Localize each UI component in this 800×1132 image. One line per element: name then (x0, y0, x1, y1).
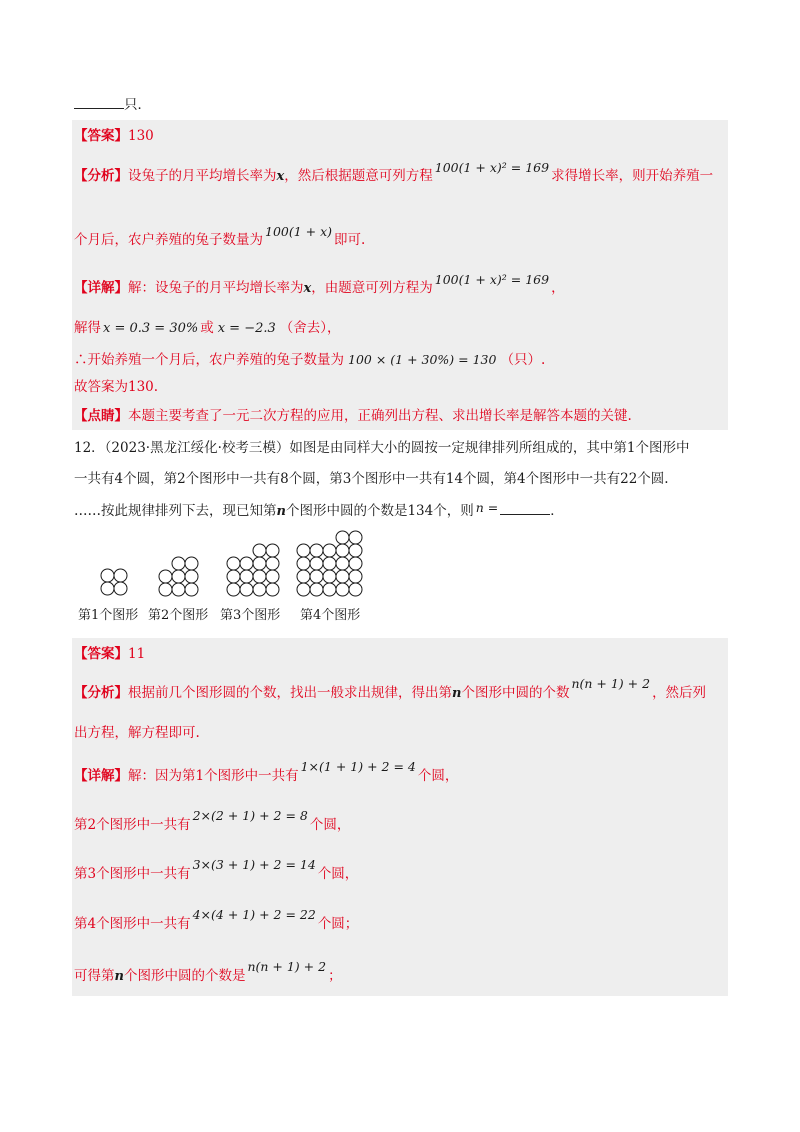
analysis-line-1 (74, 160, 714, 187)
question-12-line-3 (74, 500, 564, 522)
final-answer-text: 故答案为130. (74, 379, 159, 395)
analysis-equation: 100(1 + x) (265, 224, 333, 239)
circle (101, 569, 114, 582)
detail-text: 个圆， (309, 817, 351, 833)
circle (336, 570, 349, 583)
question-text: 个图形中圆的个数是134个，则 (285, 503, 474, 519)
circle (349, 557, 362, 570)
solve-line (74, 318, 341, 339)
solve-equation-1: x = 0.3 = 30% (103, 321, 199, 336)
figure-4-caption: 第4个图形 (300, 608, 361, 623)
detail-text: ，由题意可列方程为 (311, 280, 433, 296)
answer-line-2 (74, 644, 145, 664)
therefore-equation: 100 × (1 + 30%) = 130 (348, 352, 497, 367)
analysis-text: 个月后，农户养殖的兔子数量为 (74, 232, 263, 248)
circle (297, 570, 310, 583)
solve-text: （舍去）， (279, 320, 341, 336)
circle (349, 583, 362, 596)
figure-2-caption: 第2个图形 (148, 608, 209, 623)
circle (336, 583, 349, 596)
analysis-line-b1 (74, 676, 707, 704)
circle (266, 557, 279, 570)
circle (253, 570, 266, 583)
analysis-text: 即可. (334, 232, 366, 248)
therefore-text: ∴开始养殖一个月后，农户养殖的兔子数量为 (74, 352, 344, 368)
figure-3-caption: 第3个图形 (220, 608, 281, 623)
comment-line (74, 406, 632, 426)
answer-value: 130 (128, 128, 154, 144)
circle (172, 557, 185, 570)
analysis-tag: 【分析】 (74, 685, 128, 701)
figure-4-circles (296, 530, 365, 599)
detail-tag: 【详解】 (74, 280, 128, 296)
detail-equation: 2×(2 + 1) + 2 = 8 (192, 808, 308, 823)
circle (336, 531, 349, 544)
detail-equation: 3×(3 + 1) + 2 = 14 (192, 857, 316, 872)
circle (114, 569, 127, 582)
detail-line-b2 (74, 808, 351, 835)
detail-equation: 4×(4 + 1) + 2 = 22 (192, 907, 316, 922)
therefore-text: （只）. (500, 352, 546, 368)
answer-line-1 (74, 126, 154, 146)
therefore-line (74, 350, 545, 370)
analysis-text: 出方程，解方程即可. (74, 725, 200, 741)
question-text: ． (550, 503, 564, 519)
comment-tag: 【点睛】 (74, 408, 128, 424)
final-answer-line (74, 377, 158, 397)
circle (349, 531, 362, 544)
detail-text: 第3个图形中一共有 (74, 866, 191, 882)
detail-equation: 1×(1 + 1) + 2 = 4 (300, 759, 416, 774)
analysis-text: 根据前几个图形圆的个数，找出一般求出规律，得出第 (128, 685, 452, 701)
circle (323, 583, 336, 596)
answer-value: 11 (128, 646, 146, 662)
analysis-variable: n (452, 686, 462, 701)
figure-1-circles (100, 568, 130, 598)
analysis-text: 个图形中圆的个数 (461, 685, 570, 701)
detail-line-b4 (74, 907, 359, 934)
circle (159, 570, 172, 583)
analysis-variable: x (276, 169, 285, 184)
figure-3-circles (226, 543, 282, 599)
circle (310, 583, 323, 596)
circle (159, 583, 172, 596)
question-variable: n (276, 504, 286, 519)
analysis-equation: n(n + 1) + 2 (571, 676, 651, 691)
circle (323, 544, 336, 557)
question-text: 12．（2023·黑龙江绥化·校考三模）如图是由同样大小的圆按一定规律排列所组成的，其中第1个图形中 (74, 440, 690, 456)
solve-text: 解得 (74, 320, 101, 336)
detail-text: 可得第 (74, 968, 115, 984)
detail-text: 个圆， (317, 866, 359, 882)
analysis-text: ，然后列 (652, 685, 707, 701)
analysis-text: 求得增长率，则开始养殖一 (551, 168, 714, 184)
circle (266, 570, 279, 583)
answer-blank (74, 94, 124, 109)
circle (227, 583, 240, 596)
circle (297, 544, 310, 557)
detail-text: ， (551, 280, 565, 296)
detail-equation: 100(1 + x)² = 169 (434, 272, 550, 287)
circle (172, 583, 185, 596)
circle (101, 582, 114, 595)
figure-1-caption: 第1个图形 (78, 608, 139, 623)
detail-equation: n(n + 1) + 2 (247, 959, 327, 974)
analysis-tag: 【分析】 (74, 168, 128, 184)
analysis-line-b2 (74, 723, 200, 743)
circle (227, 557, 240, 570)
circle (266, 544, 279, 557)
analysis-line-2 (74, 224, 366, 250)
detail-text: 个图形中圆的个数是 (123, 968, 246, 984)
circle (310, 570, 323, 583)
detail-text: 解：因为第1个图形中一共有 (128, 768, 299, 784)
analysis-text: ，然后根据题意可列方程 (284, 168, 433, 184)
circle (323, 557, 336, 570)
circle (172, 570, 185, 583)
detail-text: ； (328, 968, 342, 984)
detail-text: 第4个图形中一共有 (74, 916, 191, 932)
question-12-line-2 (74, 469, 669, 489)
analysis-equation: 100(1 + x)² = 169 (434, 160, 550, 175)
question-text: 一共有4个圆，第2个图形中一共有8个圆，第3个图形中一共有14个圆，第4个图形中一共有22个圆. (74, 471, 669, 487)
previous-question-tail (74, 94, 151, 115)
circle (336, 557, 349, 570)
circle (336, 544, 349, 557)
circle (349, 544, 362, 557)
circle (185, 570, 198, 583)
tail-text: 只． (124, 97, 151, 113)
circle (253, 557, 266, 570)
detail-line-b5 (74, 959, 342, 987)
detail-text: 解：设兔子的月平均增长率为 (128, 280, 304, 296)
circle (114, 582, 127, 595)
answer-tag: 【答案】 (74, 646, 128, 662)
circle (240, 570, 253, 583)
circle (240, 557, 253, 570)
circle (185, 583, 198, 596)
answer-tag: 【答案】 (74, 128, 128, 144)
figure-2-circles (158, 556, 200, 598)
solve-equation-2: x = −2.3 (217, 321, 276, 336)
circle (349, 570, 362, 583)
circle (253, 583, 266, 596)
question-12-line-1 (74, 438, 689, 458)
analysis-text: 设兔子的月平均增长率为 (128, 168, 277, 184)
circle (185, 557, 198, 570)
detail-variable: x (303, 281, 312, 296)
circle (240, 583, 253, 596)
circle (227, 570, 240, 583)
question-text: ……按此规律排列下去，现已知第 (74, 503, 277, 519)
circle (253, 544, 266, 557)
detail-line-1 (74, 272, 565, 299)
detail-text: 个圆， (417, 768, 459, 784)
detail-text: 第2个图形中一共有 (74, 817, 191, 833)
detail-text: 个圆； (317, 916, 359, 932)
circle (310, 544, 323, 557)
answer-blank (500, 500, 550, 515)
circle (297, 557, 310, 570)
detail-line-b1 (74, 759, 459, 786)
circle (297, 583, 310, 596)
circle (310, 557, 323, 570)
detail-tag: 【详解】 (74, 768, 128, 784)
circle (323, 570, 336, 583)
question-equation: n = (475, 500, 499, 515)
detail-variable: n (114, 969, 124, 984)
detail-line-b3 (74, 857, 359, 884)
solve-text: 或 (200, 320, 214, 336)
circle (266, 583, 279, 596)
comment-text: 本题主要考查了一元二次方程的应用，正确列出方程、求出增长率是解答本题的关键. (128, 408, 632, 424)
